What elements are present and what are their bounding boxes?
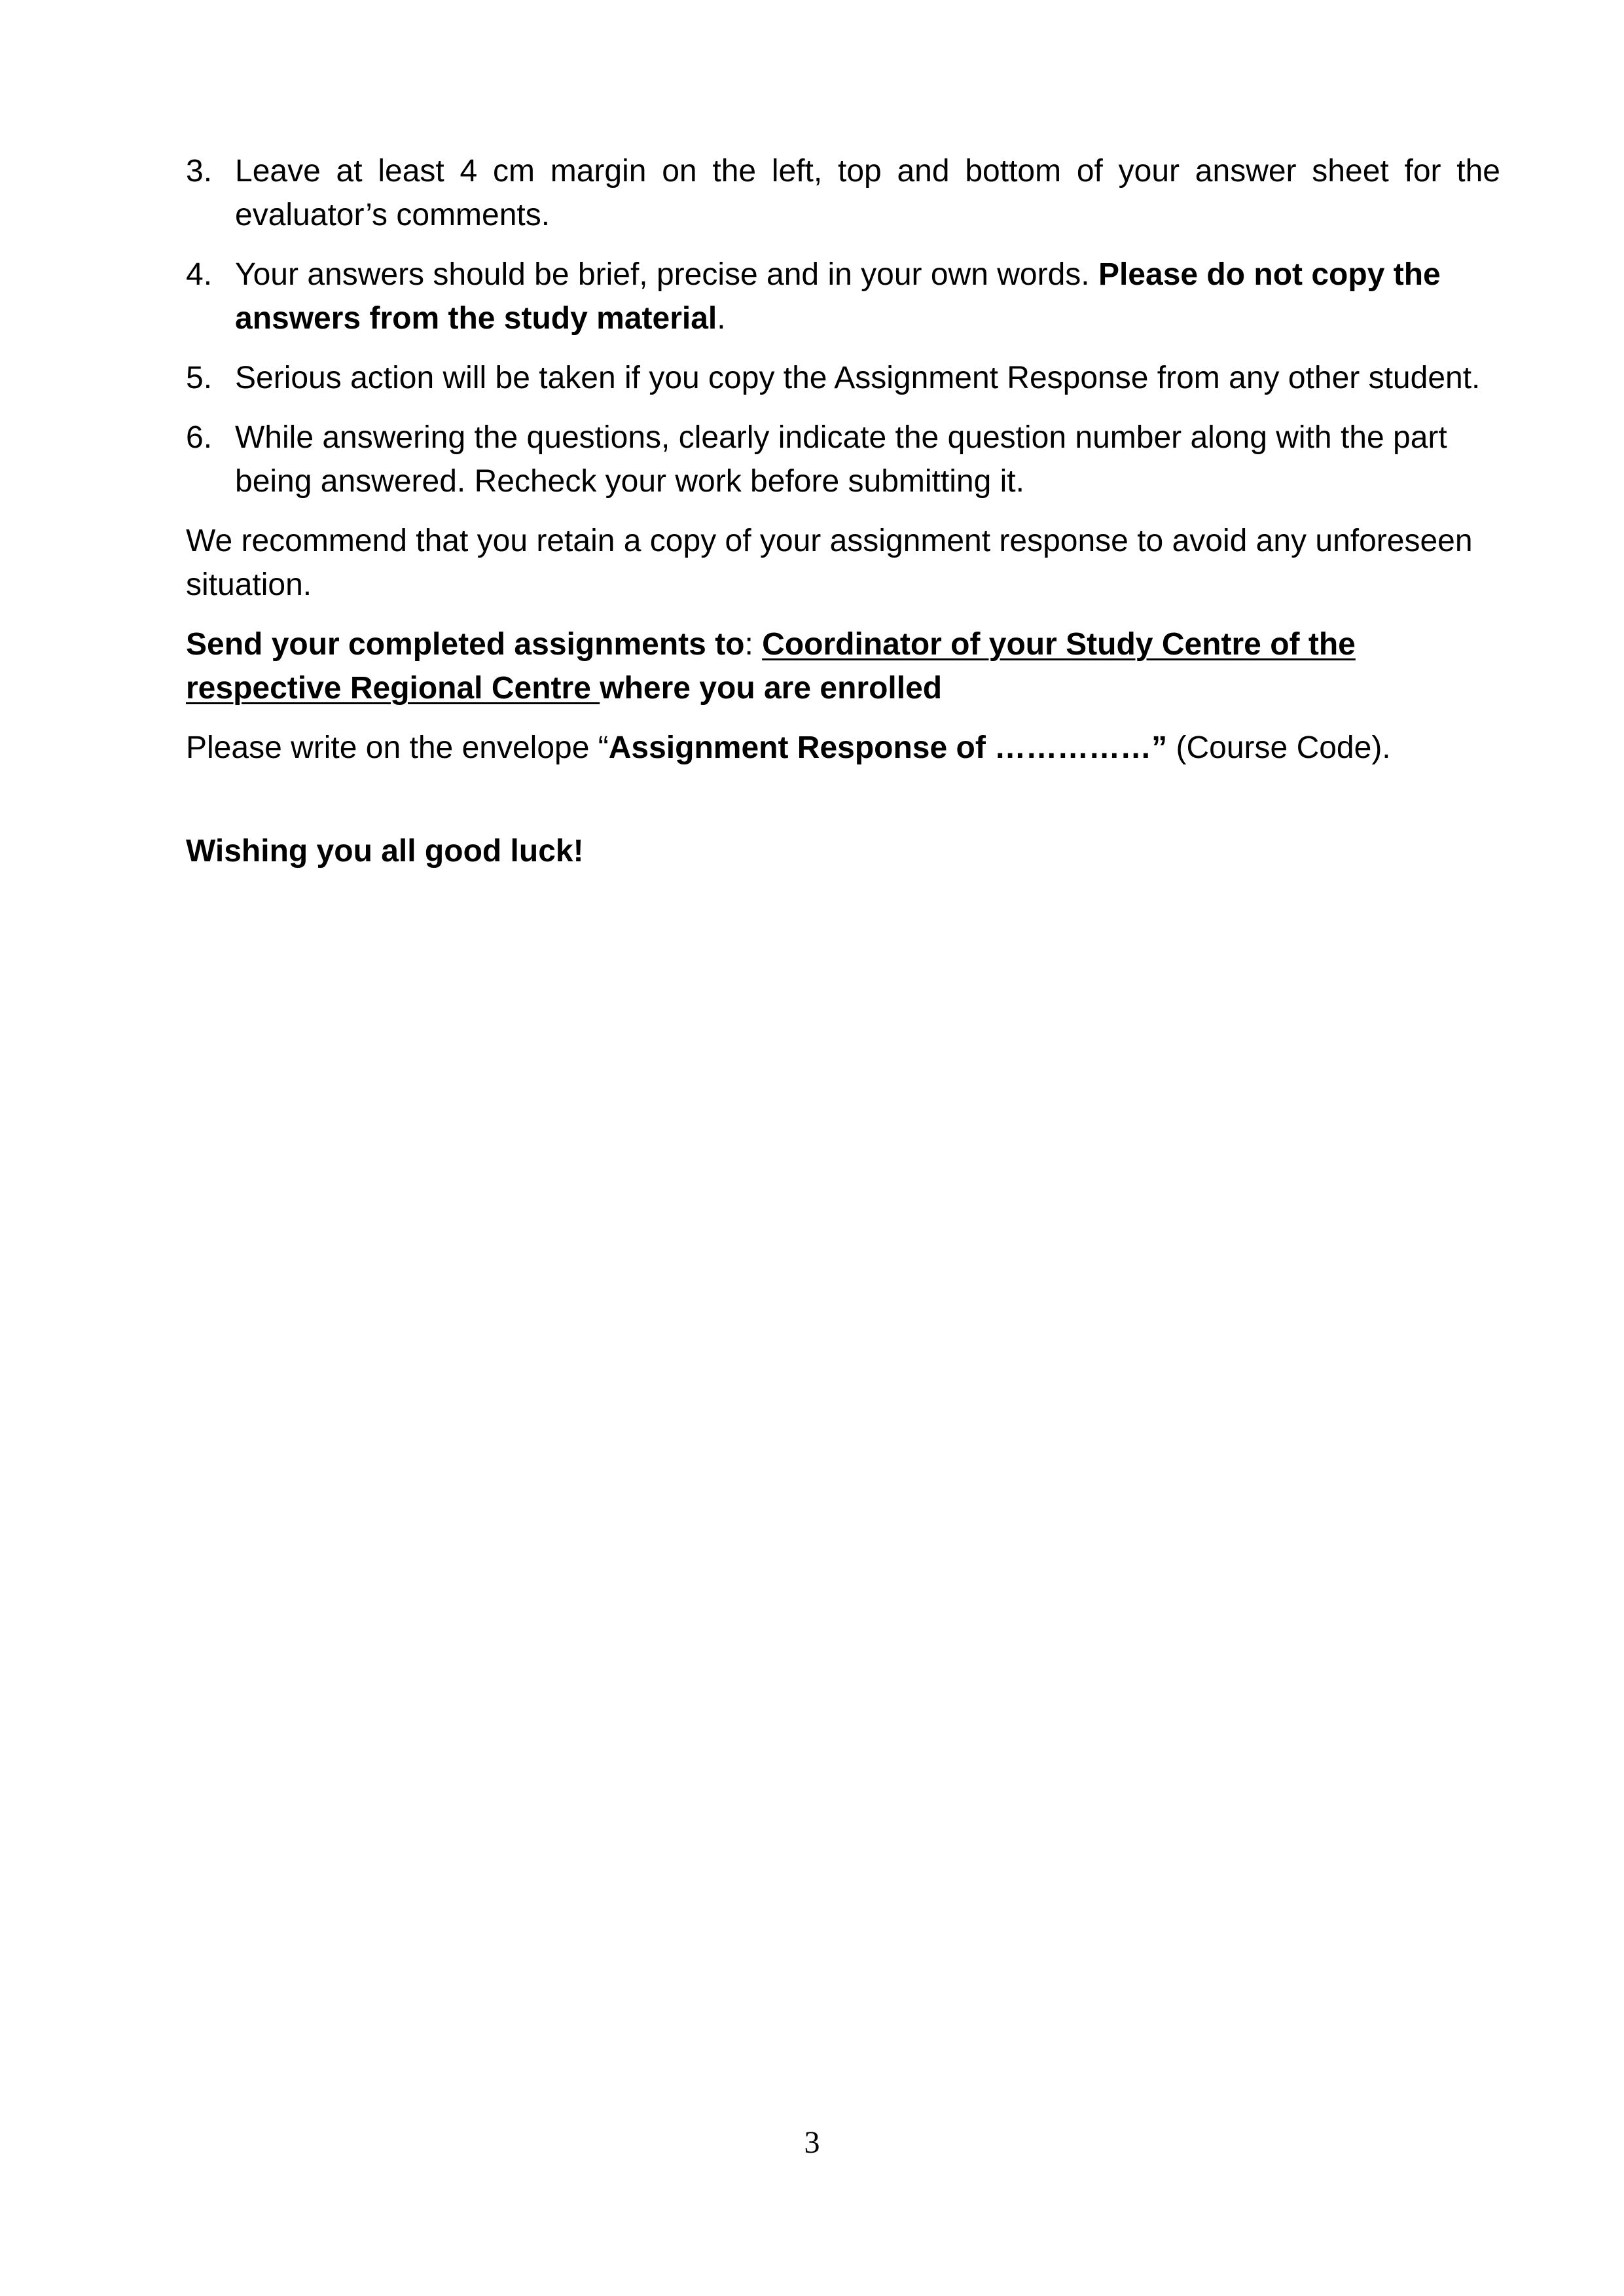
send-to-suffix: where you are enrolled (600, 671, 943, 706)
instruction-text-plain: Your answers should be brief, precise and in your own words. (235, 257, 1098, 292)
closing-text: Wishing you all good luck! (186, 834, 584, 869)
envelope-paragraph (186, 726, 1500, 770)
page-content (186, 149, 1500, 889)
instruction-number: 4. (186, 257, 213, 292)
instruction-number: 6. (186, 420, 213, 455)
instruction-text-bold: Please do not copy the answers from the study material (235, 257, 1441, 336)
instruction-item-3 (186, 149, 1500, 237)
instruction-item-6 (186, 416, 1500, 503)
send-to-paragraph (186, 622, 1500, 710)
envelope-bold: Assignment Response of ……………” (608, 730, 1168, 765)
instruction-number: 5. (186, 361, 213, 395)
envelope-prefix: Please write on the envelope “ (186, 730, 609, 765)
send-to-destination: Coordinator of your Study Centre of the respective Regional Centre (186, 627, 1356, 706)
instruction-text: While answering the questions, clearly indicate the question number along with the part being answered. Recheck your work before submitting it. (235, 420, 1447, 499)
instruction-text-end: . (717, 301, 726, 336)
instruction-text: Leave at least 4 cm margin on the left, top and bottom of your answer sheet for the evaluator’s comments. (235, 154, 1500, 232)
recommendation-paragraph: We recommend that you retain a copy of your assignment response to avoid any unforeseen situation. (186, 524, 1473, 602)
spacer (186, 785, 1500, 829)
envelope-suffix: (Course Code). (1167, 730, 1391, 765)
instruction-text: Serious action will be taken if you copy the Assignment Response from any other student. (235, 361, 1481, 395)
instruction-number: 3. (186, 154, 213, 188)
instruction-item-4 (186, 253, 1500, 340)
instruction-text (235, 257, 1441, 336)
closing-line (186, 829, 1500, 873)
send-to-colon: : (744, 627, 763, 662)
instruction-item-5 (186, 356, 1500, 400)
page-number: 3 (804, 2125, 820, 2160)
send-to-label: Send your completed assignments to (186, 627, 745, 662)
